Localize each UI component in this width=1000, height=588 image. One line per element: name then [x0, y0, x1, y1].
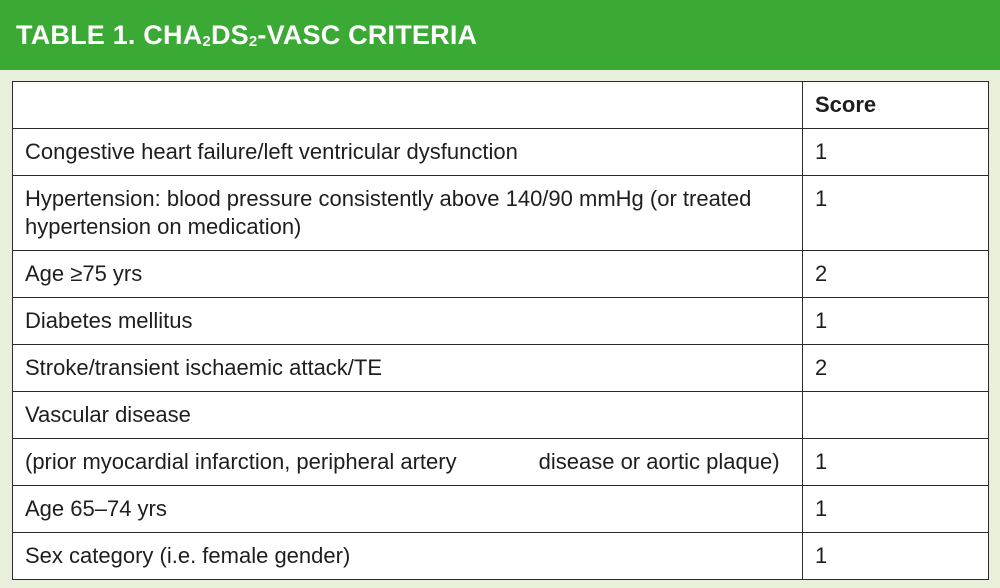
table-row [13, 392, 989, 439]
table-row [13, 533, 989, 580]
score-column-header: Score [803, 82, 989, 129]
score-cell: 1 [803, 533, 989, 580]
title-subscript-1: 2 [202, 32, 211, 50]
score-cell: 1 [803, 129, 989, 176]
table-row [13, 345, 989, 392]
title-subscript-2: 2 [248, 32, 258, 50]
criterion-cell: Sex category (i.e. female gender) [13, 533, 803, 580]
score-cell: 1 [803, 298, 989, 345]
table-row [13, 176, 989, 251]
title-mid: DS [210, 19, 249, 50]
header-row [13, 82, 989, 129]
criterion-cell: Congestive heart failure/left ventricular dysfunction [13, 129, 803, 176]
table-row [13, 486, 989, 533]
score-cell: 1 [803, 486, 989, 533]
criterion-cell: Hypertension: blood pressure consistently above 140/90 mmHg (or treated hypertension on medication) [13, 176, 803, 251]
score-cell: 2 [803, 345, 989, 392]
score-cell: 1 [803, 176, 989, 251]
criterion-column-header [13, 82, 803, 129]
criterion-cell: Age ≥75 yrs [13, 251, 803, 298]
criteria-table [12, 81, 989, 580]
score-cell: 2 [803, 251, 989, 298]
criterion-cell: Diabetes mellitus [13, 298, 803, 345]
criterion-text-part-1: (prior myocardial infarction, peripheral artery [25, 449, 457, 474]
criterion-cell: Age 65–74 yrs [13, 486, 803, 533]
table-title [16, 20, 477, 51]
score-cell: 1 [803, 439, 989, 486]
title-prefix: TABLE 1. CHA [16, 19, 203, 50]
criterion-cell: Vascular disease [13, 392, 803, 439]
score-cell [803, 392, 989, 439]
criterion-cell [13, 439, 803, 486]
table-row [13, 439, 989, 486]
title-bar [0, 0, 1000, 70]
table-row [13, 298, 989, 345]
table-row [13, 251, 989, 298]
table-row [13, 129, 989, 176]
criterion-cell: Stroke/transient ischaemic attack/TE [13, 345, 803, 392]
criterion-text-part-2: disease or aortic plaque) [538, 449, 780, 474]
title-suffix: -VASC CRITERIA [257, 19, 478, 50]
